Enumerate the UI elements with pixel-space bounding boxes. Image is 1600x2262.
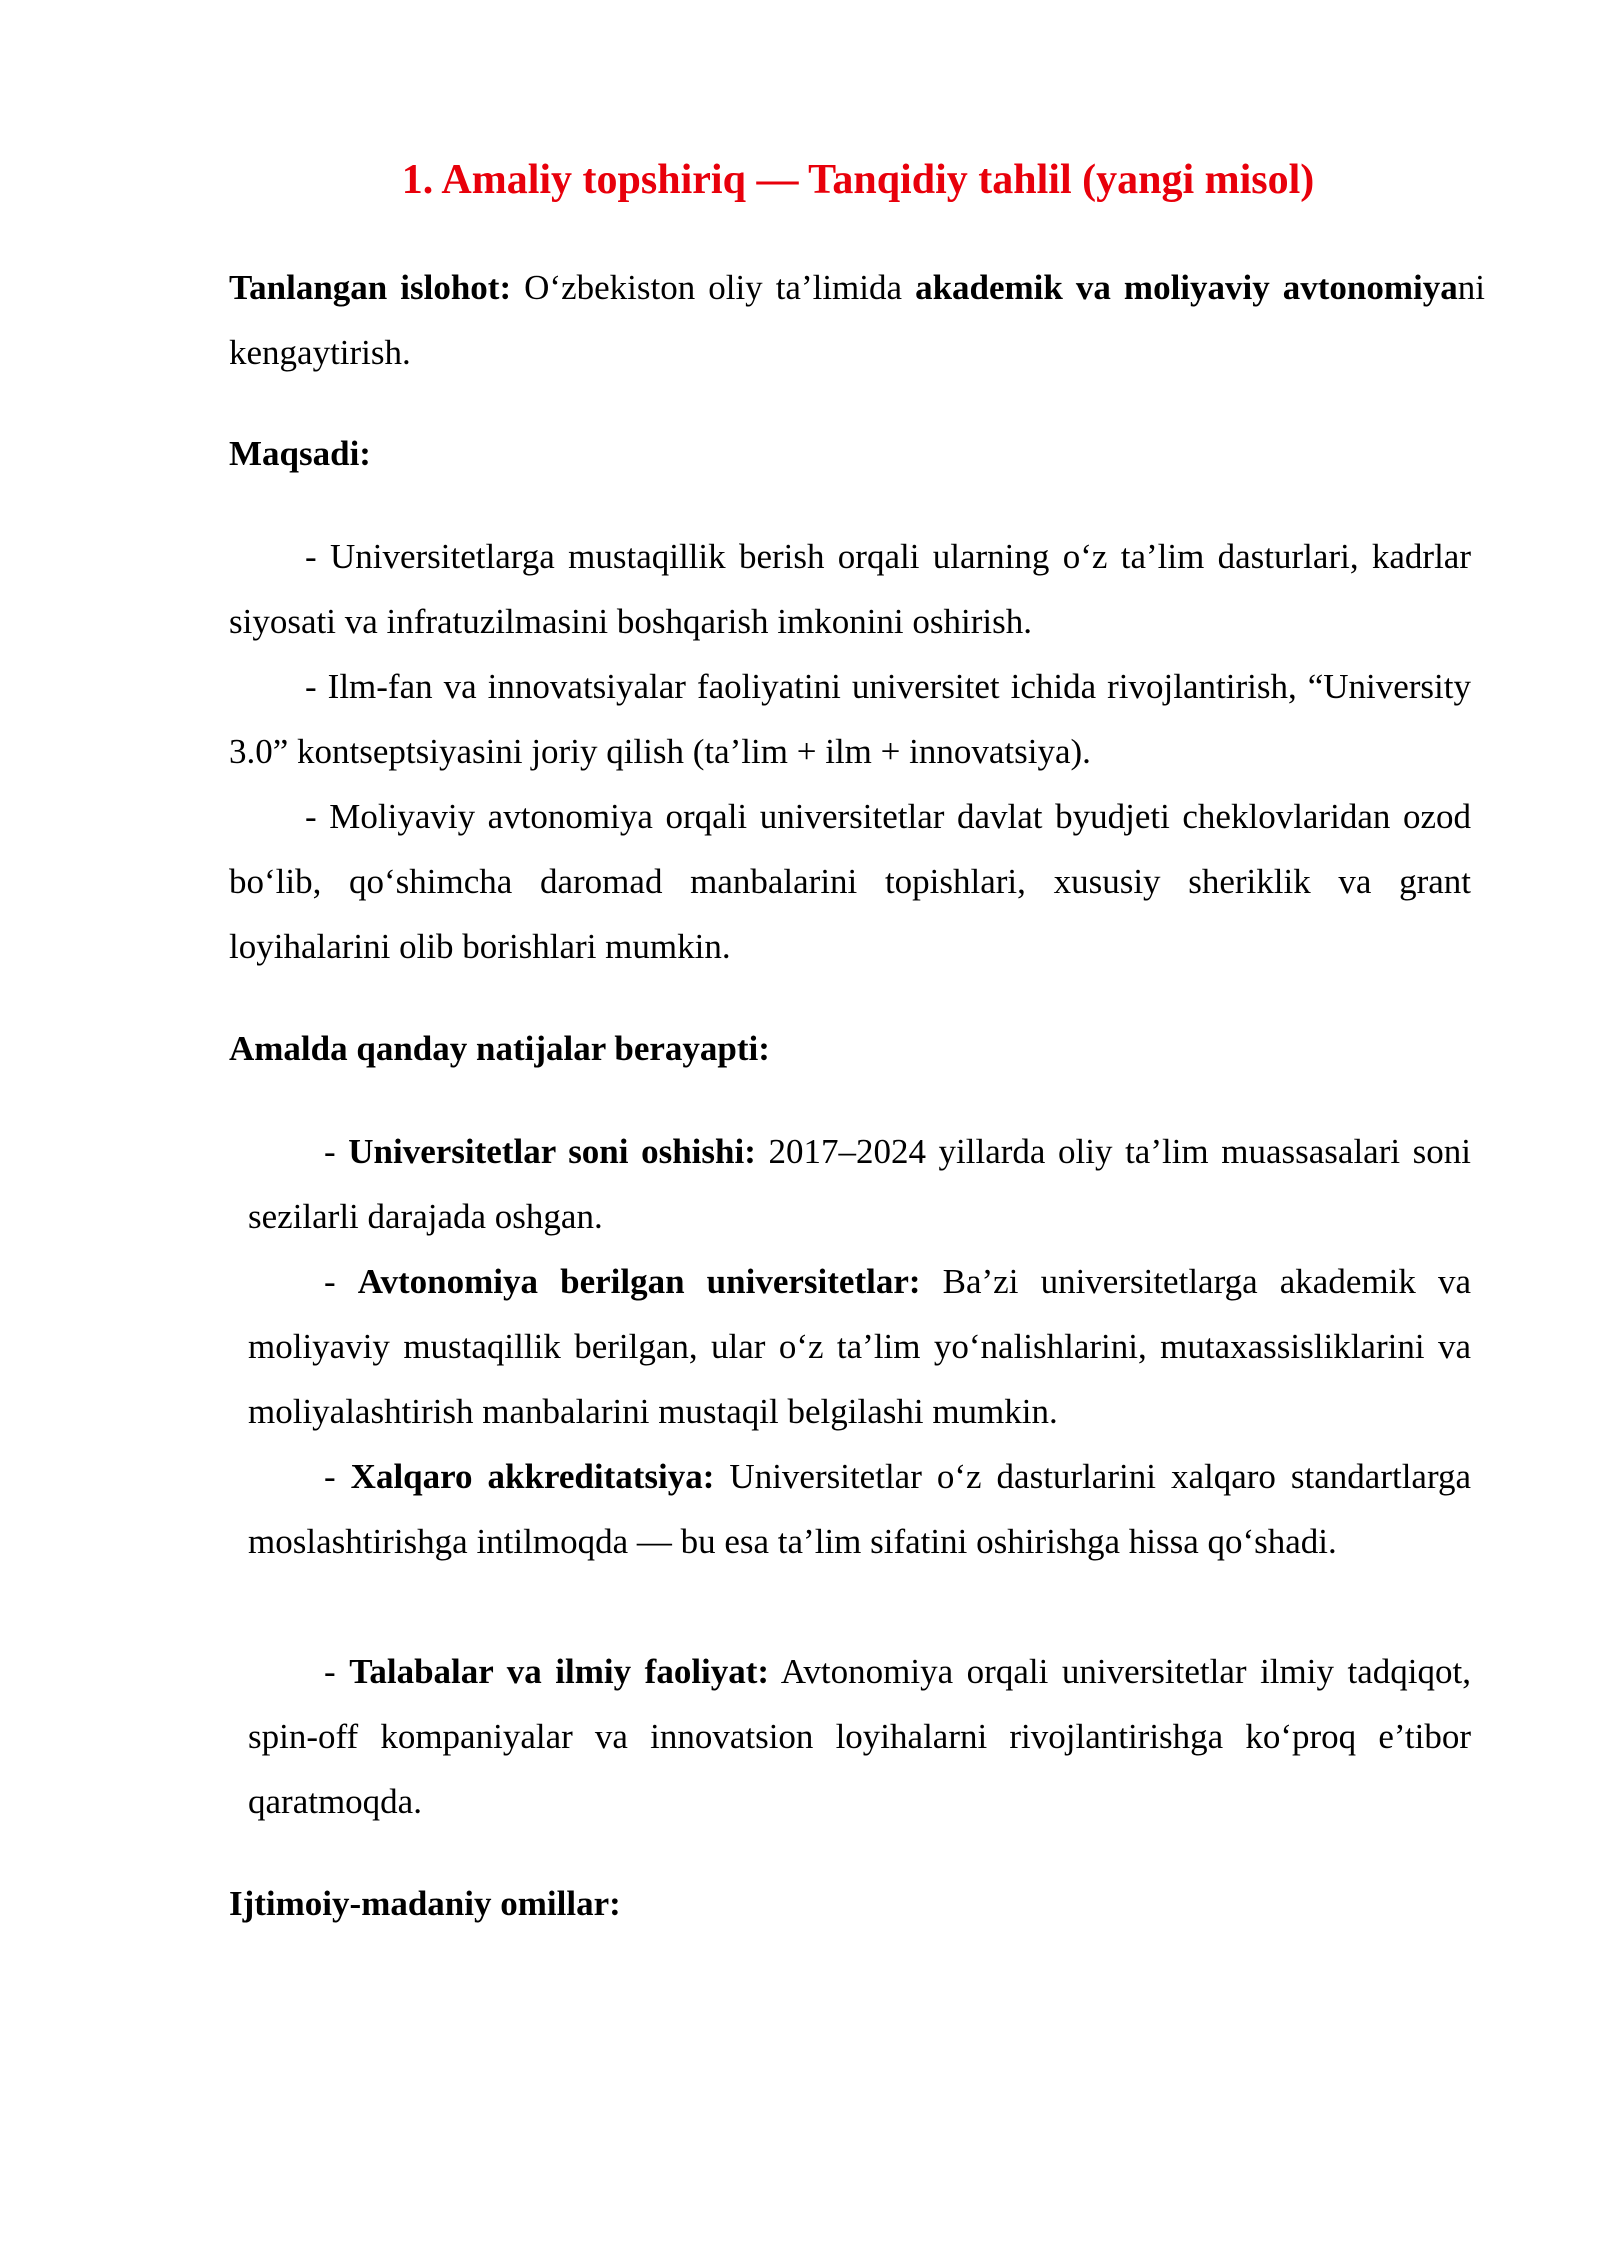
intro-label: Tanlangan islohot: [229, 268, 512, 307]
goal-item-2: - Ilm-fan va innovatsiyalar faoliyatini universitet ichida rivojlantirish, “University 3.0” kontseptsiyasini joriy qilish (ta’lim + ilm + innovatsiya). [229, 667, 1471, 771]
result-item-4-text: Avtonomiya orqali universitetlar ilmiy tadqiqot, spin-off kompaniyalar va innovatsion loyihalarni rivojlantirishga ko‘proq e’tibor qaratmoqda. [248, 1652, 1471, 1821]
result-item-1-text: 2017–2024 yillarda oliy ta’lim muassasalari soni sezilarli darajada oshgan. [248, 1132, 1472, 1236]
result-item-2-text: Ba’zi universitetlarga akademik va moliyaviy mustaqillik berilgan, ular o‘z ta’lim yo‘nalishlarini, mutaxassisliklarini va moliyalashtirish manbalarini mustaqil belgilashi mumkin. [248, 1262, 1471, 1431]
goal-item-1: - Universitetlarga mustaqillik berish orqali ularning o‘z ta’lim dasturlari, kadrlar siyosati va infratuzilmasini boshqarish imkonini oshirish. [229, 537, 1471, 641]
result-item-4-dash: - [324, 1652, 350, 1691]
results-heading: Amalda qanday natijalar berayapti: [229, 1029, 770, 1068]
socio-heading: Ijtimoiy-madaniy omillar: [229, 1884, 621, 1923]
result-item-2 [248, 1249, 1471, 1444]
result-item-2-label: Avtonomiya berilgan universitetlar: [357, 1262, 921, 1301]
result-item-4 [248, 1639, 1471, 1834]
document-title: 1. Amaliy topshiriq — Tanqidiy tahlil (yangi misol) [401, 157, 1315, 203]
result-item-1-dash: - [324, 1132, 349, 1171]
result-item-1 [248, 1119, 1471, 1249]
result-item-1-label: Universitetlar soni oshishi: [348, 1132, 756, 1171]
intro-paragraph [229, 255, 1485, 385]
goal-item-3: - Moliyaviy avtonomiya orqali universitetlar davlat byudjeti cheklovlaridan ozod bo‘lib, qo‘shimcha daromad manbalarini topishlari, xususiy sheriklik va grant loyihalarini olib borishlari mumkin. [229, 797, 1471, 966]
result-item-3-text: Universitetlar o‘z dasturlarini xalqaro standartlarga moslashtirishga intilmoqda — bu esa ta’lim sifatini oshirishga hissa qo‘shadi. [248, 1457, 1472, 1561]
result-item-4-label: Talabalar va ilmiy faoliyat: [349, 1652, 770, 1691]
result-item-3-label: Xalqaro akkreditatsiya: [350, 1457, 715, 1496]
intro-bold-phrase: akademik va moliyaviy avtonomiya [915, 268, 1458, 307]
intro-text-1: O‘zbekiston oliy ta’limida [511, 268, 916, 307]
intro-text-2: ni kengaytirish. [229, 268, 1485, 372]
result-item-3 [248, 1444, 1471, 1574]
result-item-3-dash: - [324, 1457, 351, 1496]
result-item-2-dash: - [324, 1262, 358, 1301]
goals-heading: Maqsadi: [229, 434, 371, 473]
